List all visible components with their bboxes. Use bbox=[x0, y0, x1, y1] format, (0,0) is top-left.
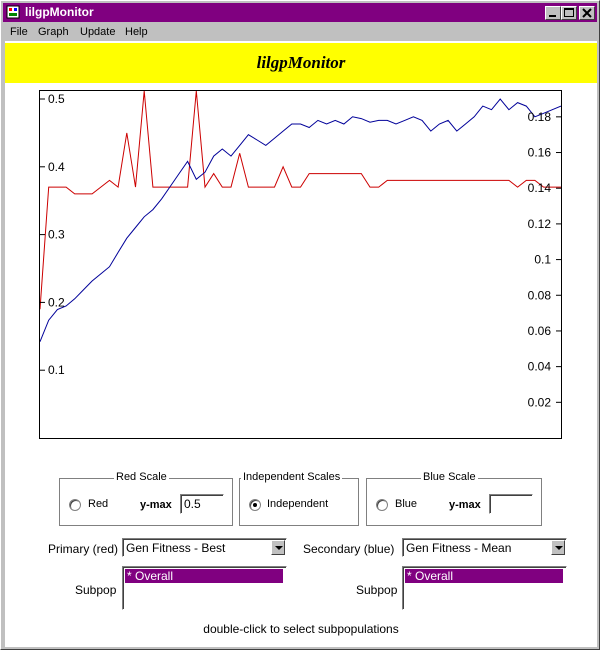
independent-radio[interactable] bbox=[249, 499, 261, 511]
close-button[interactable] bbox=[579, 6, 595, 20]
list-item[interactable]: * Overall bbox=[405, 569, 563, 583]
subpop-right-label: Subpop bbox=[356, 583, 398, 597]
maximize-icon bbox=[562, 7, 576, 19]
blue-ymax-label: y-max bbox=[449, 499, 481, 511]
right-tick-label: 0.04 bbox=[527, 359, 551, 374]
secondary-select[interactable] bbox=[402, 538, 567, 557]
chart-svg bbox=[40, 91, 561, 438]
right-tick-label: 0.02 bbox=[527, 395, 551, 410]
list-item[interactable]: * Overall bbox=[125, 569, 283, 583]
blue-radio[interactable] bbox=[376, 499, 388, 511]
red-ymax-input[interactable]: 0.5 bbox=[180, 494, 224, 514]
menu-graph[interactable]: Graph bbox=[38, 26, 69, 38]
secondary-label: Secondary (blue) bbox=[303, 542, 395, 556]
minimize-button[interactable] bbox=[545, 6, 561, 20]
window-title: lilgpMonitor bbox=[25, 5, 94, 19]
right-tick-label: 0.12 bbox=[527, 216, 551, 231]
graph-area bbox=[39, 90, 562, 439]
chevron-down-icon[interactable] bbox=[271, 540, 285, 555]
secondary-select-value: Gen Fitness - Mean bbox=[406, 541, 512, 555]
menu-update[interactable]: Update bbox=[80, 26, 116, 38]
right-tick-label: 0.06 bbox=[527, 323, 551, 338]
content-panel bbox=[5, 41, 597, 647]
right-tick-label: 0.14 bbox=[527, 181, 551, 196]
independent-radio-label: Independent bbox=[267, 498, 329, 510]
primary-select-value: Gen Fitness - Best bbox=[126, 541, 226, 555]
title-bar[interactable] bbox=[3, 3, 597, 22]
left-tick-label: 0.3 bbox=[48, 227, 65, 242]
left-tick-label: 0.4 bbox=[48, 159, 65, 174]
independent-scales-group bbox=[239, 471, 359, 526]
banner bbox=[5, 43, 597, 83]
app-icon bbox=[6, 5, 20, 19]
menu-help[interactable]: Help bbox=[125, 26, 148, 38]
menu-bar bbox=[3, 23, 597, 41]
hint-text: double-click to select subpopulations bbox=[203, 622, 399, 636]
red-ymax-label: y-max bbox=[140, 499, 172, 511]
maximize-button[interactable] bbox=[561, 6, 577, 20]
blue-ymax-input[interactable] bbox=[489, 494, 533, 514]
radio-selected-dot bbox=[253, 503, 257, 507]
right-tick-label: 0.16 bbox=[527, 145, 551, 160]
banner-title: lilgpMonitor bbox=[256, 53, 346, 72]
subpop-left-label: Subpop bbox=[75, 583, 117, 597]
blue-scale-title: Blue Scale bbox=[423, 471, 476, 483]
close-icon bbox=[580, 7, 594, 19]
independent-scales-title: Independent Scales bbox=[243, 471, 341, 483]
primary-label: Primary (red) bbox=[48, 542, 119, 556]
left-tick-label: 0.1 bbox=[48, 363, 65, 378]
subpop-left-list[interactable] bbox=[122, 566, 287, 610]
right-tick-label: 0.18 bbox=[527, 109, 551, 124]
subpop-right-list[interactable] bbox=[402, 566, 567, 610]
red-scale-group bbox=[59, 471, 233, 526]
minimize-icon bbox=[546, 7, 560, 19]
chevron-down-icon[interactable] bbox=[551, 540, 565, 555]
menu-file[interactable]: File bbox=[10, 26, 28, 38]
blue-scale-group bbox=[366, 471, 542, 526]
blue-series-line bbox=[40, 99, 561, 342]
right-tick-label: 0.1 bbox=[534, 252, 551, 267]
red-radio-label: Red bbox=[88, 498, 109, 510]
right-tick-label: 0.08 bbox=[527, 288, 551, 303]
left-tick-label: 0.5 bbox=[48, 92, 65, 106]
primary-select[interactable] bbox=[122, 538, 287, 557]
red-scale-title: Red Scale bbox=[116, 471, 167, 483]
red-radio[interactable] bbox=[69, 499, 81, 511]
blue-radio-label: Blue bbox=[395, 498, 418, 510]
left-tick-label: 0.2 bbox=[48, 295, 65, 310]
